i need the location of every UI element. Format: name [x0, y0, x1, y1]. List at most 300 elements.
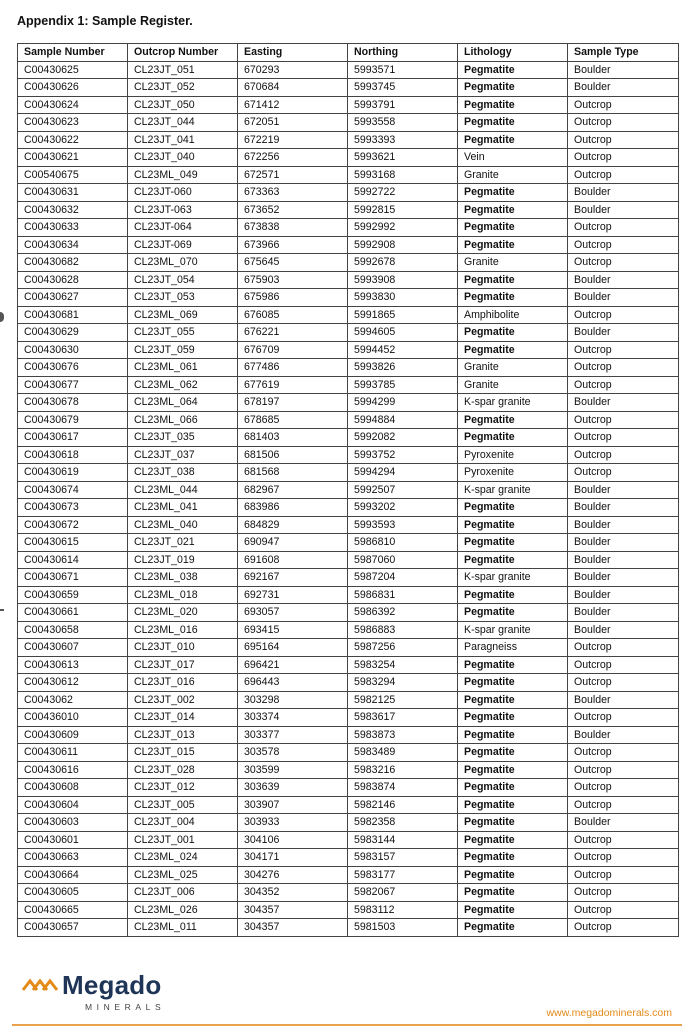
- sample-type-cell: Boulder: [568, 394, 679, 412]
- table-row: [18, 271, 679, 289]
- header-lithology: Lithology: [458, 44, 568, 62]
- easting-cell: 681403: [238, 429, 348, 447]
- lithology-cell: Pegmatite: [458, 184, 568, 202]
- easting-cell: 675986: [238, 289, 348, 307]
- header-row: [18, 44, 679, 62]
- easting-cell: 684829: [238, 516, 348, 534]
- sample-type-cell: Boulder: [568, 621, 679, 639]
- sample-number-cell: C00430678: [18, 394, 128, 412]
- sample-type-cell: Boulder: [568, 534, 679, 552]
- northing-cell: 5993202: [348, 499, 458, 517]
- lithology-cell: Pyroxenite: [458, 446, 568, 464]
- sample-type-cell: Boulder: [568, 184, 679, 202]
- sample-register-table: [17, 43, 679, 937]
- outcrop-number-cell: CL23ML_038: [128, 569, 238, 587]
- easting-cell: 675645: [238, 254, 348, 272]
- sample-type-cell: Boulder: [568, 604, 679, 622]
- table-row: [18, 901, 679, 919]
- easting-cell: 672256: [238, 149, 348, 167]
- sample-type-cell: Outcrop: [568, 219, 679, 237]
- outcrop-number-cell: CL23JT_006: [128, 884, 238, 902]
- outcrop-number-cell: CL23JT_054: [128, 271, 238, 289]
- sample-number-cell: C00430631: [18, 184, 128, 202]
- lithology-cell: Pegmatite: [458, 219, 568, 237]
- outcrop-number-cell: CL23ML_020: [128, 604, 238, 622]
- table-row: [18, 324, 679, 342]
- sample-type-cell: Outcrop: [568, 446, 679, 464]
- northing-cell: 5993752: [348, 446, 458, 464]
- easting-cell: 683986: [238, 499, 348, 517]
- table-row: [18, 149, 679, 167]
- outcrop-number-cell: CL23ML_061: [128, 359, 238, 377]
- northing-cell: 5993168: [348, 166, 458, 184]
- outcrop-number-cell: CL23ML_064: [128, 394, 238, 412]
- northing-cell: 5983294: [348, 674, 458, 692]
- outcrop-number-cell: CL23ML_066: [128, 411, 238, 429]
- northing-cell: 5982146: [348, 796, 458, 814]
- lithology-cell: Pegmatite: [458, 114, 568, 132]
- sample-type-cell: Boulder: [568, 271, 679, 289]
- sample-number-cell: C00430621: [18, 149, 128, 167]
- easting-cell: 681568: [238, 464, 348, 482]
- lithology-cell: Pegmatite: [458, 761, 568, 779]
- lithology-cell: Pegmatite: [458, 779, 568, 797]
- sample-type-cell: Boulder: [568, 201, 679, 219]
- sample-type-cell: Boulder: [568, 586, 679, 604]
- outcrop-number-cell: CL23ML_069: [128, 306, 238, 324]
- sample-number-cell: C00430624: [18, 96, 128, 114]
- easting-cell: 304357: [238, 901, 348, 919]
- header-outcrop-number: Outcrop Number: [128, 44, 238, 62]
- table-row: [18, 674, 679, 692]
- outcrop-number-cell: CL23JT_005: [128, 796, 238, 814]
- lithology-cell: Pegmatite: [458, 586, 568, 604]
- sample-type-cell: Outcrop: [568, 341, 679, 359]
- sample-number-cell: C00430627: [18, 289, 128, 307]
- sample-number-cell: C00430616: [18, 761, 128, 779]
- northing-cell: 5982358: [348, 814, 458, 832]
- sample-type-cell: Outcrop: [568, 656, 679, 674]
- easting-cell: 678685: [238, 411, 348, 429]
- sample-type-cell: Outcrop: [568, 149, 679, 167]
- northing-cell: 5992992: [348, 219, 458, 237]
- lithology-cell: Pegmatite: [458, 79, 568, 97]
- outcrop-number-cell: CL23JT_041: [128, 131, 238, 149]
- table-row: [18, 254, 679, 272]
- northing-cell: 5993393: [348, 131, 458, 149]
- sample-number-cell: C00430679: [18, 411, 128, 429]
- easting-cell: 693057: [238, 604, 348, 622]
- header-easting: Easting: [238, 44, 348, 62]
- table-row: [18, 96, 679, 114]
- lithology-cell: Pegmatite: [458, 324, 568, 342]
- easting-cell: 673966: [238, 236, 348, 254]
- outcrop-number-cell: CL23JT_021: [128, 534, 238, 552]
- outcrop-number-cell: CL23JT_015: [128, 744, 238, 762]
- northing-cell: 5993745: [348, 79, 458, 97]
- table-row: [18, 61, 679, 79]
- sample-number-cell: C00430604: [18, 796, 128, 814]
- lithology-cell: Pegmatite: [458, 61, 568, 79]
- sample-type-cell: Boulder: [568, 516, 679, 534]
- page-edge-mark: [0, 312, 4, 322]
- sample-type-cell: Boulder: [568, 551, 679, 569]
- sample-type-cell: Outcrop: [568, 674, 679, 692]
- sample-type-cell: Boulder: [568, 814, 679, 832]
- northing-cell: 5986810: [348, 534, 458, 552]
- table-row: [18, 114, 679, 132]
- northing-cell: 5994884: [348, 411, 458, 429]
- northing-cell: 5993908: [348, 271, 458, 289]
- lithology-cell: Pegmatite: [458, 96, 568, 114]
- outcrop-number-cell: CL23JT_014: [128, 709, 238, 727]
- outcrop-number-cell: CL23JT_002: [128, 691, 238, 709]
- table-row: [18, 726, 679, 744]
- outcrop-number-cell: CL23JT-063: [128, 201, 238, 219]
- sample-number-cell: C00430603: [18, 814, 128, 832]
- header-northing: Northing: [348, 44, 458, 62]
- lithology-cell: Pegmatite: [458, 901, 568, 919]
- northing-cell: 5993571: [348, 61, 458, 79]
- lithology-cell: Paragneiss: [458, 639, 568, 657]
- outcrop-number-cell: CL23JT_016: [128, 674, 238, 692]
- northing-cell: 5983216: [348, 761, 458, 779]
- easting-cell: 678197: [238, 394, 348, 412]
- lithology-cell: Pegmatite: [458, 201, 568, 219]
- lithology-cell: Pyroxenite: [458, 464, 568, 482]
- lithology-cell: Pegmatite: [458, 866, 568, 884]
- easting-cell: 696443: [238, 674, 348, 692]
- outcrop-number-cell: CL23JT_050: [128, 96, 238, 114]
- table-row: [18, 201, 679, 219]
- sample-number-cell: C00430681: [18, 306, 128, 324]
- table-row: [18, 569, 679, 587]
- northing-cell: 5994294: [348, 464, 458, 482]
- northing-cell: 5982125: [348, 691, 458, 709]
- sample-type-cell: Outcrop: [568, 796, 679, 814]
- table-row: [18, 79, 679, 97]
- outcrop-number-cell: CL23JT_012: [128, 779, 238, 797]
- northing-cell: 5992507: [348, 481, 458, 499]
- northing-cell: 5994299: [348, 394, 458, 412]
- sample-number-cell: C00430682: [18, 254, 128, 272]
- northing-cell: 5994452: [348, 341, 458, 359]
- outcrop-number-cell: CL23JT-069: [128, 236, 238, 254]
- sample-number-cell: C00430615: [18, 534, 128, 552]
- northing-cell: 5993785: [348, 376, 458, 394]
- table-row: [18, 849, 679, 867]
- outcrop-number-cell: CL23JT_035: [128, 429, 238, 447]
- lithology-cell: K-spar granite: [458, 569, 568, 587]
- sample-number-cell: C00430674: [18, 481, 128, 499]
- sample-number-cell: C00430633: [18, 219, 128, 237]
- sample-number-cell: C00430622: [18, 131, 128, 149]
- sample-type-cell: Outcrop: [568, 359, 679, 377]
- lithology-cell: Pegmatite: [458, 289, 568, 307]
- easting-cell: 675903: [238, 271, 348, 289]
- outcrop-number-cell: CL23JT_001: [128, 831, 238, 849]
- sample-number-cell: C00430634: [18, 236, 128, 254]
- sample-type-cell: Outcrop: [568, 411, 679, 429]
- sample-type-cell: Boulder: [568, 324, 679, 342]
- table-row: [18, 306, 679, 324]
- northing-cell: 5993791: [348, 96, 458, 114]
- logo-wordmark: Megado: [62, 970, 162, 1000]
- chevron-mountains-icon: [22, 972, 58, 999]
- outcrop-number-cell: CL23JT_038: [128, 464, 238, 482]
- sample-type-cell: Outcrop: [568, 779, 679, 797]
- northing-cell: 5987060: [348, 551, 458, 569]
- easting-cell: 677619: [238, 376, 348, 394]
- sample-type-cell: Boulder: [568, 569, 679, 587]
- lithology-cell: Pegmatite: [458, 551, 568, 569]
- easting-cell: 672219: [238, 131, 348, 149]
- lithology-cell: Pegmatite: [458, 411, 568, 429]
- lithology-cell: Pegmatite: [458, 534, 568, 552]
- sample-number-cell: C00540675: [18, 166, 128, 184]
- easting-cell: 681506: [238, 446, 348, 464]
- table-row: [18, 429, 679, 447]
- outcrop-number-cell: CL23ML_018: [128, 586, 238, 604]
- outcrop-number-cell: CL23JT_051: [128, 61, 238, 79]
- sample-type-cell: Outcrop: [568, 639, 679, 657]
- lithology-cell: Pegmatite: [458, 131, 568, 149]
- lithology-cell: Granite: [458, 376, 568, 394]
- northing-cell: 5983254: [348, 656, 458, 674]
- sample-type-cell: Outcrop: [568, 166, 679, 184]
- table-row: [18, 166, 679, 184]
- sample-type-cell: Outcrop: [568, 114, 679, 132]
- northing-cell: 5992815: [348, 201, 458, 219]
- northing-cell: 5993558: [348, 114, 458, 132]
- northing-cell: 5983177: [348, 866, 458, 884]
- northing-cell: 5986883: [348, 621, 458, 639]
- sample-number-cell: C00430664: [18, 866, 128, 884]
- lithology-cell: Pegmatite: [458, 884, 568, 902]
- table-row: [18, 621, 679, 639]
- easting-cell: 303578: [238, 744, 348, 762]
- sample-number-cell: C00430623: [18, 114, 128, 132]
- sample-type-cell: Outcrop: [568, 744, 679, 762]
- sample-number-cell: C00430663: [18, 849, 128, 867]
- outcrop-number-cell: CL23JT_010: [128, 639, 238, 657]
- sample-type-cell: Boulder: [568, 481, 679, 499]
- easting-cell: 671412: [238, 96, 348, 114]
- outcrop-number-cell: CL23JT_053: [128, 289, 238, 307]
- lithology-cell: Pegmatite: [458, 499, 568, 517]
- lithology-cell: Pegmatite: [458, 831, 568, 849]
- website-link[interactable]: www.megadominerals.com: [546, 1007, 672, 1019]
- easting-cell: 303374: [238, 709, 348, 727]
- easting-cell: 691608: [238, 551, 348, 569]
- easting-cell: 692167: [238, 569, 348, 587]
- table-row: [18, 184, 679, 202]
- lithology-cell: Granite: [458, 359, 568, 377]
- lithology-cell: Pegmatite: [458, 709, 568, 727]
- outcrop-number-cell: CL23JT-064: [128, 219, 238, 237]
- easting-cell: 676085: [238, 306, 348, 324]
- table-row: [18, 289, 679, 307]
- sample-number-cell: C00430671: [18, 569, 128, 587]
- lithology-cell: Pegmatite: [458, 604, 568, 622]
- lithology-cell: Granite: [458, 166, 568, 184]
- sample-number-cell: C00430659: [18, 586, 128, 604]
- sample-type-cell: Boulder: [568, 79, 679, 97]
- easting-cell: 682967: [238, 481, 348, 499]
- table-row: [18, 341, 679, 359]
- sample-number-cell: C00430657: [18, 919, 128, 937]
- sample-type-cell: Outcrop: [568, 254, 679, 272]
- outcrop-number-cell: CL23ML_026: [128, 901, 238, 919]
- table-row: [18, 481, 679, 499]
- northing-cell: 5983157: [348, 849, 458, 867]
- easting-cell: 677486: [238, 359, 348, 377]
- sample-number-cell: C00430665: [18, 901, 128, 919]
- outcrop-number-cell: CL23ML_062: [128, 376, 238, 394]
- outcrop-number-cell: CL23ML_024: [128, 849, 238, 867]
- outcrop-number-cell: CL23ML_011: [128, 919, 238, 937]
- easting-cell: 673838: [238, 219, 348, 237]
- outcrop-number-cell: CL23JT_052: [128, 79, 238, 97]
- easting-cell: 670684: [238, 79, 348, 97]
- lithology-cell: Pegmatite: [458, 691, 568, 709]
- sample-type-cell: Outcrop: [568, 831, 679, 849]
- lithology-cell: Pegmatite: [458, 429, 568, 447]
- sample-type-cell: Outcrop: [568, 866, 679, 884]
- table-row: [18, 709, 679, 727]
- sample-number-cell: C00430672: [18, 516, 128, 534]
- easting-cell: 673652: [238, 201, 348, 219]
- sample-number-cell: C0043062: [18, 691, 128, 709]
- table-row: [18, 446, 679, 464]
- outcrop-number-cell: CL23JT-060: [128, 184, 238, 202]
- lithology-cell: Pegmatite: [458, 516, 568, 534]
- northing-cell: 5983112: [348, 901, 458, 919]
- sample-number-cell: C00430673: [18, 499, 128, 517]
- sample-number-cell: C00430676: [18, 359, 128, 377]
- northing-cell: 5993826: [348, 359, 458, 377]
- sample-type-cell: Boulder: [568, 61, 679, 79]
- lithology-cell: Pegmatite: [458, 814, 568, 832]
- outcrop-number-cell: CL23JT_044: [128, 114, 238, 132]
- outcrop-number-cell: CL23JT_013: [128, 726, 238, 744]
- sample-number-cell: C00430629: [18, 324, 128, 342]
- northing-cell: 5981503: [348, 919, 458, 937]
- sample-number-cell: C00430609: [18, 726, 128, 744]
- northing-cell: 5993830: [348, 289, 458, 307]
- sample-type-cell: Outcrop: [568, 96, 679, 114]
- lithology-cell: K-spar granite: [458, 621, 568, 639]
- lithology-cell: Pegmatite: [458, 919, 568, 937]
- table-row: [18, 831, 679, 849]
- table-row: [18, 761, 679, 779]
- outcrop-number-cell: CL23JT_019: [128, 551, 238, 569]
- sample-number-cell: C00430677: [18, 376, 128, 394]
- sample-type-cell: Outcrop: [568, 709, 679, 727]
- table-row: [18, 516, 679, 534]
- northing-cell: 5983617: [348, 709, 458, 727]
- lithology-cell: Pegmatite: [458, 726, 568, 744]
- sample-number-cell: C00430628: [18, 271, 128, 289]
- northing-cell: 5992722: [348, 184, 458, 202]
- sample-type-cell: Outcrop: [568, 464, 679, 482]
- sample-type-cell: Outcrop: [568, 919, 679, 937]
- table-row: [18, 919, 679, 937]
- sample-type-cell: Boulder: [568, 691, 679, 709]
- table-row: [18, 359, 679, 377]
- northing-cell: 5994605: [348, 324, 458, 342]
- sample-type-cell: Outcrop: [568, 429, 679, 447]
- easting-cell: 670293: [238, 61, 348, 79]
- lithology-cell: Pegmatite: [458, 341, 568, 359]
- northing-cell: 5983873: [348, 726, 458, 744]
- lithology-cell: Vein: [458, 149, 568, 167]
- sample-number-cell: C00430626: [18, 79, 128, 97]
- sample-type-cell: Boulder: [568, 726, 679, 744]
- lithology-cell: Pegmatite: [458, 796, 568, 814]
- header-sample-type: Sample Type: [568, 44, 679, 62]
- outcrop-number-cell: CL23JT_017: [128, 656, 238, 674]
- outcrop-number-cell: CL23ML_025: [128, 866, 238, 884]
- outcrop-number-cell: CL23ML_049: [128, 166, 238, 184]
- table-row: [18, 534, 679, 552]
- sample-number-cell: C00430658: [18, 621, 128, 639]
- northing-cell: 5992678: [348, 254, 458, 272]
- easting-cell: 304171: [238, 849, 348, 867]
- sample-type-cell: Outcrop: [568, 849, 679, 867]
- sample-number-cell: C00430605: [18, 884, 128, 902]
- logo-subtitle: MINERALS: [85, 1002, 166, 1012]
- sample-number-cell: C00430608: [18, 779, 128, 797]
- table-row: [18, 131, 679, 149]
- table-row: [18, 586, 679, 604]
- table-row: [18, 884, 679, 902]
- northing-cell: 5986831: [348, 586, 458, 604]
- easting-cell: 672571: [238, 166, 348, 184]
- outcrop-number-cell: CL23ML_040: [128, 516, 238, 534]
- sample-number-cell: C00436010: [18, 709, 128, 727]
- sample-type-cell: Boulder: [568, 289, 679, 307]
- table-row: [18, 796, 679, 814]
- table-row: [18, 639, 679, 657]
- table-row: [18, 779, 679, 797]
- table-row: [18, 376, 679, 394]
- sample-number-cell: C00430632: [18, 201, 128, 219]
- easting-cell: 304276: [238, 866, 348, 884]
- sample-number-cell: C00430618: [18, 446, 128, 464]
- lithology-cell: Pegmatite: [458, 744, 568, 762]
- easting-cell: 696421: [238, 656, 348, 674]
- easting-cell: 690947: [238, 534, 348, 552]
- northing-cell: 5983144: [348, 831, 458, 849]
- sample-number-cell: C00430613: [18, 656, 128, 674]
- table-row: [18, 411, 679, 429]
- outcrop-number-cell: CL23JT_037: [128, 446, 238, 464]
- header-sample-number: Sample Number: [18, 44, 128, 62]
- easting-cell: 303639: [238, 779, 348, 797]
- northing-cell: 5983489: [348, 744, 458, 762]
- northing-cell: 5986392: [348, 604, 458, 622]
- table-row: [18, 604, 679, 622]
- sample-number-cell: C00430619: [18, 464, 128, 482]
- northing-cell: 5993621: [348, 149, 458, 167]
- table-row: [18, 394, 679, 412]
- easting-cell: 303599: [238, 761, 348, 779]
- sample-number-cell: C00430607: [18, 639, 128, 657]
- easting-cell: 673363: [238, 184, 348, 202]
- sample-type-cell: Outcrop: [568, 306, 679, 324]
- outcrop-number-cell: CL23JT_028: [128, 761, 238, 779]
